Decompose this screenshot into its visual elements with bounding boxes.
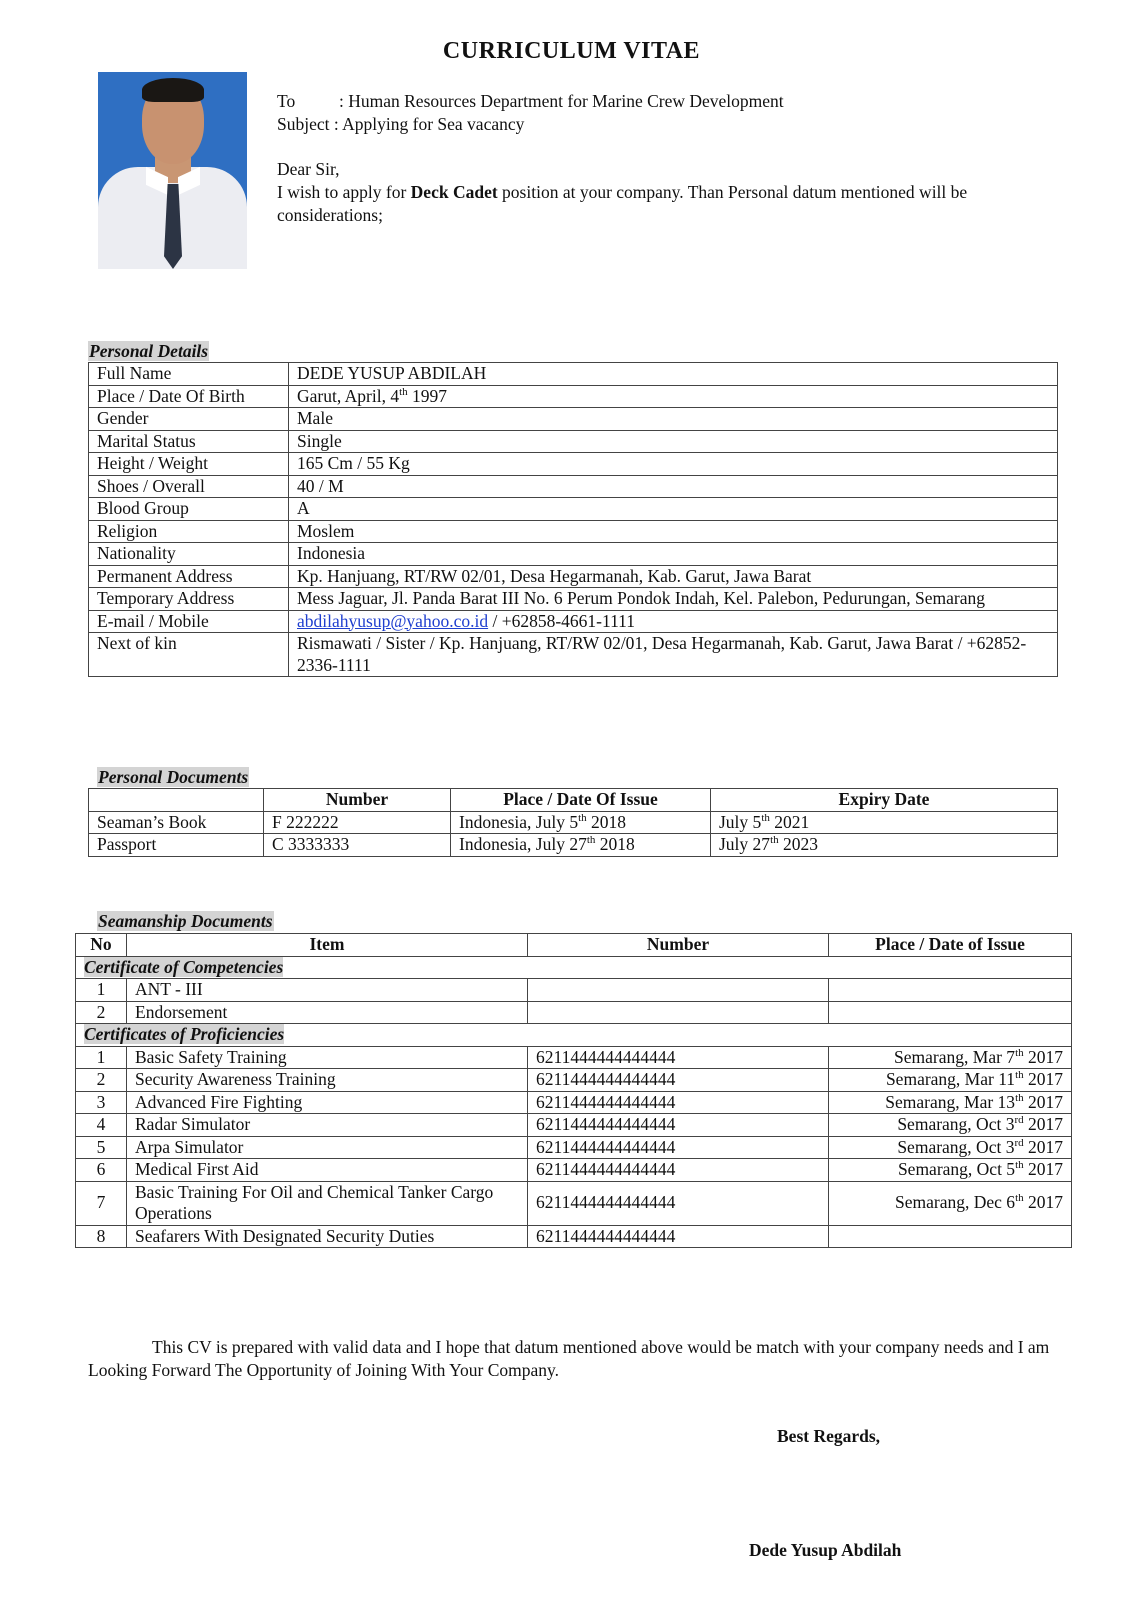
subject-line xyxy=(277,113,1077,136)
table-row: Permanent Address Kp. Hanjuang, RT/RW 02/01, Desa Hegarmanah, Kab. Garut, Jawa Barat xyxy=(89,565,1058,588)
letter-body: I wish to apply for Deck Cadet position at your company. Than Personal datum mentioned will be considerations; xyxy=(277,182,968,225)
table-row: 5 Arpa Simulator 6211444444444444 Semarang, Oct 3rd 2017 xyxy=(76,1136,1072,1159)
table-row: 4 Radar Simulator 6211444444444444 Semarang, Oct 3rd 2017 xyxy=(76,1114,1072,1137)
table-row: 1 ANT - III xyxy=(76,979,1072,1002)
signer-name: Dede Yusup Abdilah xyxy=(749,1540,902,1560)
personal-documents-heading: Personal Documents xyxy=(98,767,249,787)
subject-value: : Applying for Sea vacancy xyxy=(333,114,525,134)
personal-details-table xyxy=(88,362,1058,677)
seamanship-documents-table xyxy=(75,933,1072,1248)
seamanship-documents-heading: Seamanship Documents xyxy=(98,911,273,931)
table-row: Nationality Indonesia xyxy=(89,543,1058,566)
to-value: : Human Resources Department for Marine Crew Development xyxy=(339,91,784,111)
table-header-row: Number Place / Date Of Issue Expiry Date xyxy=(89,789,1058,812)
table-row: Shoes / Overall 40 / M xyxy=(89,475,1058,498)
regards: Best Regards, xyxy=(777,1426,881,1446)
table-row: 2 Endorsement xyxy=(76,1001,1072,1024)
table-row: Height / Weight 165 Cm / 55 Kg xyxy=(89,453,1058,476)
subject-label: Subject xyxy=(277,114,330,134)
applicant-photo xyxy=(98,72,247,269)
cover-letter xyxy=(277,90,1077,227)
table-row: 8 Seafarers With Designated Security Duties 6211444444444444 xyxy=(76,1225,1072,1248)
table-header-row: No Item Number Place / Date of Issue xyxy=(76,934,1072,957)
email-link[interactable]: abdilahyusup@yahoo.co.id xyxy=(297,610,489,631)
table-row: 6 Medical First Aid 6211444444444444 Semarang, Oct 5th 2017 xyxy=(76,1159,1072,1182)
table-row: Gender Male xyxy=(89,408,1058,431)
table-row: Temporary Address Mess Jaguar, Jl. Panda Barat III No. 6 Perum Pondok Indah, Kel. Palebon, Pedurungan, Semarang xyxy=(89,588,1058,611)
table-row: 3 Advanced Fire Fighting 6211444444444444 Semarang, Mar 13th 2017 xyxy=(76,1091,1072,1114)
personal-documents-table xyxy=(88,788,1058,857)
table-row: Passport C 3333333 Indonesia, July 27th 2018 July 27th 2023 xyxy=(89,834,1058,857)
table-row: Blood Group A xyxy=(89,498,1058,521)
table-row: Next of kin Rismawati / Sister / Kp. Hanjuang, RT/RW 02/01, Desa Hegarmanah, Kab. Garut, Jawa Barat / +62852-2336-1111 xyxy=(89,633,1058,677)
personal-details-heading: Personal Details xyxy=(89,341,209,361)
closing-paragraph: This CV is prepared with valid data and I hope that datum mentioned above would be match with your company needs and I am Looking Forward The Opportunity of Joining With Your Company. xyxy=(88,1337,1050,1380)
table-row: 1 Basic Safety Training 6211444444444444 Semarang, Mar 7th 2017 xyxy=(76,1046,1072,1069)
table-row: Religion Moslem xyxy=(89,520,1058,543)
table-row: Place / Date Of Birth Garut, April, 4th 1997 xyxy=(89,385,1058,408)
mobile-number: / +62858-4661-1111 xyxy=(488,610,636,631)
table-row: E-mail / Mobile abdilahyusup@yahoo.co.id / +62858-4661-1111 xyxy=(89,610,1058,633)
table-row: Full Name DEDE YUSUP ABDILAH xyxy=(89,363,1058,386)
to-label: To xyxy=(277,91,296,111)
greeting: Dear Sir, xyxy=(277,159,340,179)
table-row: 7 Basic Training For Oil and Chemical Tanker Cargo Operations 6211444444444444 Semarang, Dec 6th 2017 xyxy=(76,1181,1072,1225)
proficiencies-heading: Certificates of Proficiencies xyxy=(84,1024,285,1044)
document-title: CURRICULUM VITAE xyxy=(442,38,701,64)
to-line xyxy=(277,90,1077,113)
table-row: Seaman’s Book F 222222 Indonesia, July 5th 2018 July 5th 2021 xyxy=(89,811,1058,834)
table-row: 2 Security Awareness Training 6211444444444444 Semarang, Mar 11th 2017 xyxy=(76,1069,1072,1092)
competencies-heading: Certificate of Competencies xyxy=(84,956,284,977)
table-row: Marital Status Single xyxy=(89,430,1058,453)
subsection-row xyxy=(76,1024,1072,1047)
position-name: Deck Cadet xyxy=(410,182,498,202)
subsection-row xyxy=(76,956,1072,979)
